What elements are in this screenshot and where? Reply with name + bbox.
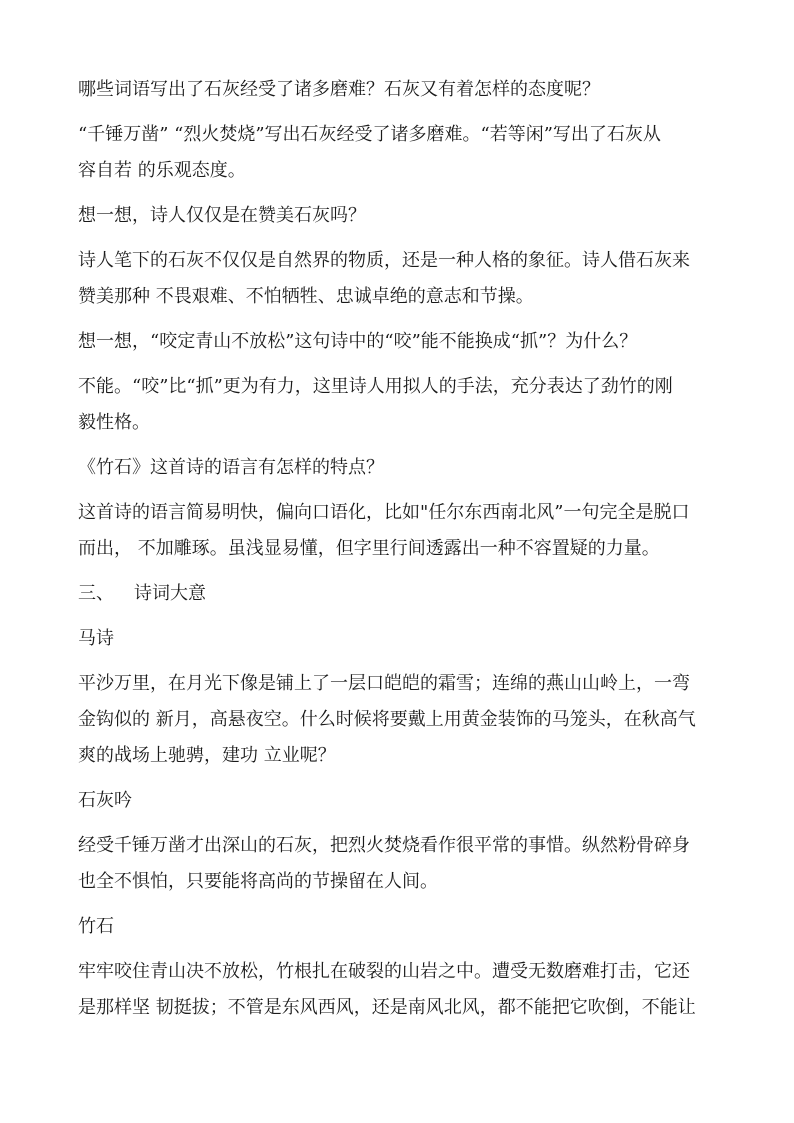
section-heading xyxy=(78,576,728,612)
section-number: 三、 xyxy=(78,583,114,604)
poem-1-title: 马诗 xyxy=(78,628,114,649)
poem-1-text-line-1: 平沙万里，在月光下像是铺上了一层口皑皑的霜雪；连绵的燕山山岭上，一弯 xyxy=(78,673,690,694)
poem-1-text-line-3: 爽的战场上驰骋，建功 立业呢？ xyxy=(78,745,336,766)
answer-3-line-1: 不能。“咬”比“抓”更为有力，这里诗人用拟人的手法，充分表达了劲竹的刚 xyxy=(78,376,673,397)
answer-3-line-2: 毅性格。 xyxy=(78,412,150,433)
answer-4-line-2: 而出， 不加雕琢。虽浅显易懂，但字里行间透露出一种不容置疑的力量。 xyxy=(78,538,660,559)
question-3: 想一想，“咬定青山不放松”这句诗中的“咬”能不能换成“抓”？为什么？ xyxy=(78,331,638,352)
poem-1-text-line-2: 金钩似的 新月，高悬夜空。什么时候将要戴上用黄金装饰的马笼头，在秋高气 xyxy=(78,709,696,730)
question-2: 想一想，诗人仅仅是在赞美石灰吗？ xyxy=(78,205,366,226)
poem-3-text-line-2: 是那样坚 韧挺拔；不管是东风西风，还是南风北风，都不能把它吹倒，不能让 xyxy=(78,997,696,1018)
answer-1-line-2: 容自若 的乐观态度。 xyxy=(78,160,246,181)
poem-2-text-line-2: 也全不惧怕，只要能将高尚的节操留在人间。 xyxy=(78,871,438,892)
question-1: 哪些词语写出了石灰经受了诸多磨难？石灰又有着怎样的态度呢？ xyxy=(78,79,600,100)
poem-3-title: 竹石 xyxy=(78,916,114,937)
section-title: 诗词大意 xyxy=(134,583,206,604)
answer-2-line-1: 诗人笔下的石灰不仅仅是自然界的物质，还是一种人格的象征。诗人借石灰来 xyxy=(78,250,690,271)
question-4: 《竹石》这首诗的语言有怎样的特点？ xyxy=(78,457,384,478)
answer-1-line-1: “千锤万凿” “烈火焚烧”写出石灰经受了诸多磨难。“若等闲”写出了石灰从 xyxy=(78,124,661,145)
poem-2-title: 石灰吟 xyxy=(78,790,132,811)
poem-3-text-line-1: 牢牢咬住青山决不放松，竹根扎在破裂的山岩之中。遭受无数磨难打击，它还 xyxy=(78,961,690,982)
poem-2-text-line-1: 经受千锤万凿才出深山的石灰，把烈火焚烧看作很平常的事惜。纵然粉骨碎身 xyxy=(78,835,690,856)
document-page xyxy=(78,72,728,1026)
answer-2-line-2: 赞美那种 不畏艰难、不怕牺牲、忠诚卓绝的意志和节操。 xyxy=(78,286,534,307)
answer-4-line-1: 这首诗的语言简易明快，偏向口语化，比如"任尔东西南北风”一句完全是脱口 xyxy=(78,502,690,523)
